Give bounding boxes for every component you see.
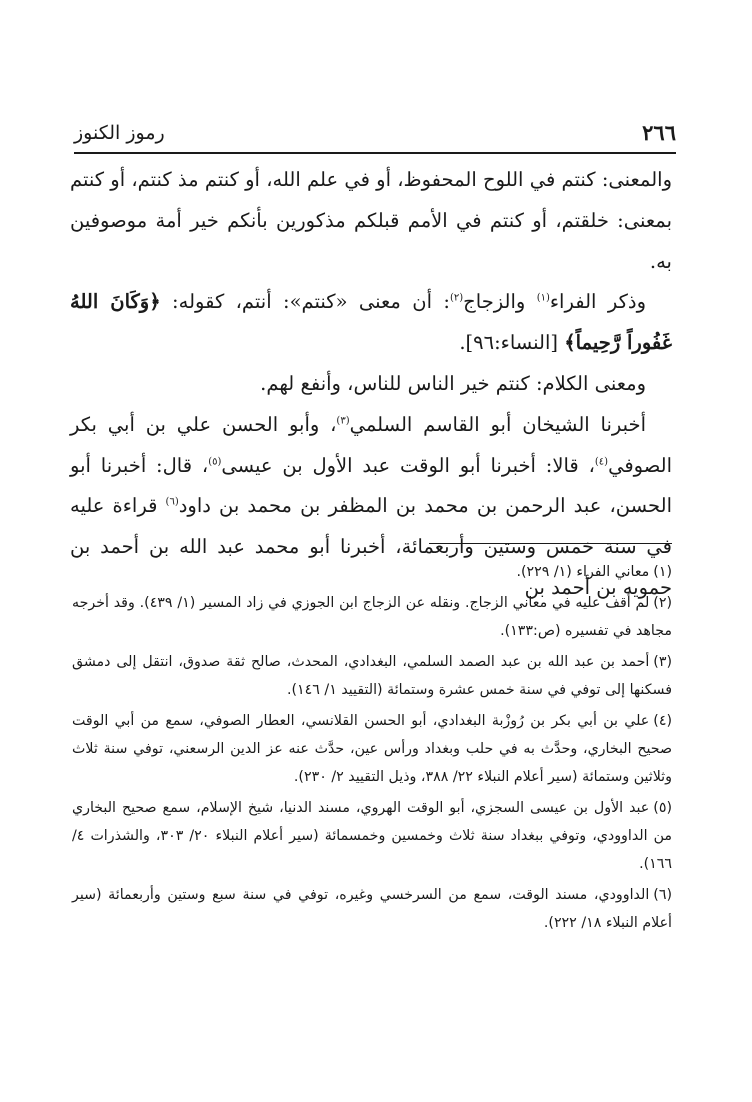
page-header bbox=[74, 112, 676, 154]
footnote-5 bbox=[72, 794, 672, 878]
footnote-ref-1[interactable]: (١) bbox=[536, 292, 550, 304]
paragraph-meaning: والمعنى: كنتم في اللوح المحفوظ، أو في علم الله، أو كنتم مذ كنتم، أو كنتم بمعنى: خلقتم، أو كنتم في الأمم قبلكم مذكورين بأنكم خير أمة موصوفين به. bbox=[70, 168, 672, 273]
main-text bbox=[70, 160, 672, 609]
footnote-ref-4[interactable]: (٤) bbox=[594, 456, 609, 468]
text-run: قراءة عليه في سنة خمس وستين وأربعمائة، أخبرنا أبو محمد عبد الله بن أحمد بن حمويه بن أحمد بن bbox=[70, 494, 672, 599]
footnote-1 bbox=[72, 558, 672, 586]
quran-verse: ﴿وَكَانَ اللهُ غَفُوراً رَّحِيماً﴾ bbox=[70, 290, 672, 355]
footnote-text: معاني الفراء (١/ ٢٢٩). bbox=[516, 564, 650, 580]
footnote-number: (٤) bbox=[653, 713, 672, 729]
footnote-text: علي بن أبي بكر بن رُوزْبة البغدادي، أبو الحسن القلانسي، العطار الصوفي، سمع من أبي الوقت صحيح البخاري، وحدَّث به في حلب وبغداد ورأس عين، حدَّث عنه عز الدين الرسعني، توفي سنة ثلاث وثلاثين وستمائة (سير أعلام النبلاء ٢٢/ ٣٨٨، وذيل التقييد ٢/ ٢٣٠). bbox=[72, 713, 672, 785]
footnote-text: عبد الأول بن عيسى السجزي، أبو الوقت الهروي، مسند الدنيا، شيخ الإسلام، سمع صحيح البخاري من الداوودي، وتوفي ببغداد سنة ثلاث وخمسين وخمسمائة (سير أعلام النبلاء ٢٠/ ٣٠٣، والشذرات ٤/ ١٦٦). bbox=[72, 800, 672, 872]
footnote-4 bbox=[72, 707, 672, 791]
footnote-separator bbox=[429, 543, 672, 544]
running-title: رموز الكنوز bbox=[74, 122, 165, 144]
footnote-ref-5[interactable]: (٥) bbox=[208, 456, 222, 468]
footnote-text: الداوودي، مسند الوقت، سمع من السرخسي وغيره، توفي في سنة سبع وستين وأربعمائة (سير أعلام النبلاء ١٨/ ٢٢٢). bbox=[72, 887, 672, 931]
footnote-2 bbox=[72, 589, 672, 645]
footnotes bbox=[72, 558, 672, 940]
footnote-number: (٢) bbox=[653, 595, 673, 611]
text-run: ، وأبو الحسن علي بن أبي بكر الصوفي bbox=[70, 412, 672, 477]
page-number: ٢٦٦ bbox=[642, 120, 676, 145]
text-run: ، قالا: أخبرنا أبو الوقت عبد الأول بن عيسى bbox=[221, 453, 595, 477]
footnote-ref-2[interactable]: (٢) bbox=[449, 292, 464, 304]
footnote-number: (١) bbox=[653, 564, 672, 580]
text-run: وذكر الفراء bbox=[549, 290, 646, 314]
footnote-number: (٦) bbox=[653, 887, 672, 903]
footnote-text: لم أقف عليه في معاني الزجاج. ونقله عن الزجاج ابن الجوزي في زاد المسير (١/ ٤٣٩). وقد أخرجه مجاهد في تفسيره (ص:١٣٣). bbox=[72, 595, 672, 639]
footnote-ref-3[interactable]: (٣) bbox=[336, 415, 350, 427]
footnote-6 bbox=[72, 881, 672, 937]
footnote-number: (٥) bbox=[653, 800, 672, 816]
paragraph-farra-zajjaj bbox=[70, 282, 672, 364]
footnote-3 bbox=[72, 648, 672, 704]
text-run: : أن معنى «كنتم»: أنتم، كقوله: bbox=[160, 290, 450, 314]
footnote-number: (٣) bbox=[653, 654, 672, 670]
paragraph-meaning-speech: ومعنى الكلام: كنتم خير الناس للناس، وأنفع لهم. bbox=[260, 371, 646, 395]
text-run: أخبرنا الشيخان أبو القاسم السلمي bbox=[349, 412, 647, 436]
footnote-text: أحمد بن عبد الله بن عبد الصمد السلمي، البغدادي، المحدث، صالح ثقة صدوق، انتقل إلى دمشق فسكنها إلى توفي في سنة خمس عشرة وستمائة (التقييد ١/ ١٤٦). bbox=[72, 654, 672, 698]
verse-reference: [النساء:٩٦]. bbox=[459, 331, 565, 355]
text-run: والزجاج bbox=[463, 290, 537, 314]
footnote-ref-6[interactable]: (٦) bbox=[165, 496, 179, 508]
text-run: ، قال: أخبرنا أبو الحسن، عبد الرحمن بن محمد بن المظفر بن محمد بن داود bbox=[70, 453, 672, 518]
